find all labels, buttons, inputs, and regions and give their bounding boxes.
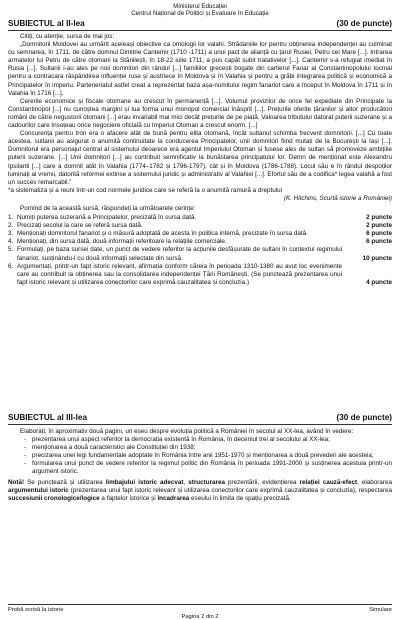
- note-emphasis: structurarea: [188, 478, 225, 486]
- question-item: [8, 222, 392, 230]
- question-item: [8, 246, 392, 262]
- question-text: Menționați domnitorul fanariot și o măsură adoptată de acesta în politica internă, precizate în sursa dată.: [17, 230, 308, 238]
- section3-body: [8, 428, 392, 503]
- note-emphasis: limbajului istoric adecvat: [105, 478, 184, 486]
- question-text: Argumentați, printr-un fapt istoric relevant, afirmația conform căreia în perioada 1310-1380 au avut loc evenimente care au contribuit la obținerea sau la consolidarea independenței Țării Românești. (Se punctează prezentarea unui fapt istoric relevant și utilizarea conectorilor care exprimă cauzalitatea și concluzia.): [17, 262, 342, 286]
- source-paragraph-3: Concurența pentru tron era o afacere atât de bună pentru elita otomană, încât sultanul schimba frecvent domnitorii. [...] Cu toate acestea, sultanii au asigurat o anumită continuitate la conducerea Principatelor, unii domnitori fiind mutați de la București la Iași [...]. Domnitorul era personajul central al sistemului deoarece era agentul Imperiului Otoman și fusese ales de sultan să promoveze ambițiile puterii suzerane. [...] Unii domnitori [...] au contribuit semnificativ la bunăstarea principatului lor. Demn de menționat este Alexandru Ipsilanti [...] care a domnit atât în Valahia (1774–1782 și 1796-1797), cât și în Moldova (1786-1788). Locul său e în rândul despoților luminați ai vremii, datorită reformei extinse a sistemului juridic și administrativ al Valahiei [...]. Efortul său de a codifica* legea valahă a fost un succes remarcabil.”: [8, 130, 392, 186]
- question-item: [8, 263, 392, 287]
- question-text: Precizați secolul la care se referă sursa dată.: [17, 222, 143, 230]
- footer-row: [8, 607, 392, 613]
- bullet-dash: -: [24, 460, 27, 468]
- section2-rule: [8, 30, 392, 31]
- ministry-name: Ministerul Educației: [173, 3, 227, 10]
- note-text: a faptelor istorice și: [99, 494, 158, 502]
- question-number: 2.: [8, 222, 14, 230]
- question-points: 10 puncte: [362, 254, 392, 262]
- note-label: Notă!: [8, 478, 25, 486]
- source-citation: (K. Hitchins, Scurtă istorie a României): [283, 194, 392, 202]
- section3-heading: [8, 413, 392, 423]
- essay-requirement: [24, 444, 392, 452]
- question-number: 5.: [8, 246, 14, 254]
- section3-title: SUBIECTUL al III-lea: [8, 413, 88, 422]
- source-paragraph-1: „Domnitorii Moldovei au urmărit aceleași obiective ca omologii lor valahi. Strădaniile lor pentru obținerea independenței au culminat cu semnarea, în 1711, de către domnul Dimitrie Cantemir (1710 -1711) a unui pact de alianță cu țarul Rusiei, Petru cel Mare [...]. Intrarea armatelor lui Petru de către otomani la Stănilești, în 18-22 iulie 1711, a pus capăt subit tratativelor [...]. Cantemir s-a refugiat imediat în Rusia [...]. Sultanii i-au ales pe noii domnitori din rândul [...] familiilor grecești bogate din cartierul Fanar al Constantinopolului tocmai pentru a contracara răspândirea influenței ruse și austriece în Moldova și în Valahia și pentru a grăbi integrarea politică și economică a Principatelor în imperiu. Parteneriatul astfel creat a reprezentat baza așa-numitului regim fanariot care a început în Moldova în 1711 și în Valahia în 1716 [...].: [8, 41, 392, 97]
- section2-points: (30 de puncte): [336, 19, 392, 28]
- note-text: eseului în limita de spațiu precizată.: [189, 494, 291, 502]
- essay-requirement-text: formularea unui punct de vedere referitor la regimul politic din România în perioada 1991-2000 și susținerea acestuia printr-un argument istoric.: [32, 460, 392, 476]
- essay-requirement-text: prezentarea unui aspect referitor la democrația existentă în România, în deceniul trei al secolului al XX-lea;: [32, 436, 330, 444]
- question-text: Menționați, din sursa dată, două informații referitoare la relațiile comerciale.: [17, 238, 227, 246]
- question-points: 6 puncte: [366, 230, 392, 238]
- section2-body: [8, 33, 392, 287]
- question-item: [8, 214, 392, 222]
- note-text: , elaborarea: [357, 478, 392, 486]
- section2-intro: Citiți, cu atenție, sursa de mai jos:: [20, 33, 115, 40]
- grading-note: [8, 479, 392, 503]
- note-emphasis: argumentului istoric: [8, 486, 69, 494]
- bullet-dash: -: [24, 452, 27, 460]
- question-points: 6 puncte: [366, 238, 392, 246]
- page-footer: [8, 604, 392, 620]
- center-name: Centrul Național de Politici și Evaluare în Educație: [131, 10, 269, 17]
- footer-label: Simulare: [369, 607, 392, 613]
- section2-title: SUBIECTUL al II-lea: [8, 19, 85, 28]
- question-number: 3.: [8, 230, 14, 238]
- essay-requirement-text: precizarea unei legi fundamentale adoptate în România între anii 1951-1970 și menționarea a două prevederi ale acesteia;: [32, 452, 374, 460]
- section2-instructions: Pornind de la această sursă, răspundeți la următoarele cerințe:: [20, 204, 196, 212]
- section3-intro: Elaborați, în aproximativ două pagini, un eseu despre evoluția politică a României în secolul al XX-lea, având în vedere:: [20, 428, 354, 435]
- essay-requirement: [24, 436, 392, 444]
- source-footnote: *a sistematiza și a reuni într-un cod normele juridice care se referă la o anumită ramură a dreptului: [8, 186, 283, 194]
- note-emphasis: relației cauză-efect: [299, 478, 358, 486]
- footer-exam-name: Probă scrisă la istorie: [8, 607, 64, 613]
- essay-requirement-text: menționarea a două caracteristici ale Constituției din 1938;: [32, 444, 196, 452]
- question-points: 2 puncte: [366, 214, 392, 222]
- question-number: 1.: [8, 214, 14, 222]
- note-text: ,: [183, 478, 189, 486]
- source-paragraph-2: Cererile economice și fiscale otomane au crescut în permanență [...]. Volumul provizilor de orice fel expediate din Principate la Constantinopol [...] nu cunoștea margini și lua forma unui monopol comercial înăsprit [...]. Prețurile oferite țăranilor și altor producători români de către negustorii otomani [...] erau invariabil mai mici decât prețurile de pe piață. Valoarea tributului datorat puterii suzerane și a cadourilor care însoțeau orice negociere oficială cu Imperiul Otoman a crescut enorm. [...]: [8, 97, 392, 130]
- question-text: Formulați, pe baza sursei date, un punct de vedere referitor la acțiunile desfășurate de sultani în contextul regimului fanariot, susținându-l cu două informații selectate din sursă.: [17, 246, 342, 262]
- note-emphasis: succesiunii cronologice/logice: [8, 494, 100, 502]
- question-points: 2 puncte: [366, 222, 392, 230]
- page-header: [0, 3, 400, 17]
- note-text: Se punctează și utilizarea: [24, 478, 106, 486]
- bullet-dash: -: [24, 444, 27, 452]
- note-text: (prezentarea unui fapt istoric relevant și utilizarea conectorilor care exprimă cauzalitatea și concluzia), respectarea: [68, 486, 392, 494]
- note-emphasis: încadrarea: [157, 494, 190, 502]
- bullet-dash: -: [24, 436, 27, 444]
- essay-requirement: [24, 460, 392, 476]
- page-number: Pagina 2 din 2: [181, 614, 219, 620]
- question-item: [8, 230, 392, 238]
- question-number: 4.: [8, 238, 14, 246]
- question-number: 6.: [8, 262, 14, 270]
- note-text: prezentării, evidențierea: [224, 478, 300, 486]
- question-points: 4 puncte: [366, 278, 392, 286]
- footer-rule: [8, 604, 392, 605]
- section2-heading: [8, 19, 392, 29]
- section3-points: (30 de puncte): [336, 413, 392, 422]
- question-text: Numiți puterea suzerană a Principatelor, precizată în sursa dată.: [17, 214, 197, 222]
- essay-requirement: [24, 452, 392, 460]
- question-item: [8, 238, 392, 246]
- section3-rule: [8, 424, 392, 425]
